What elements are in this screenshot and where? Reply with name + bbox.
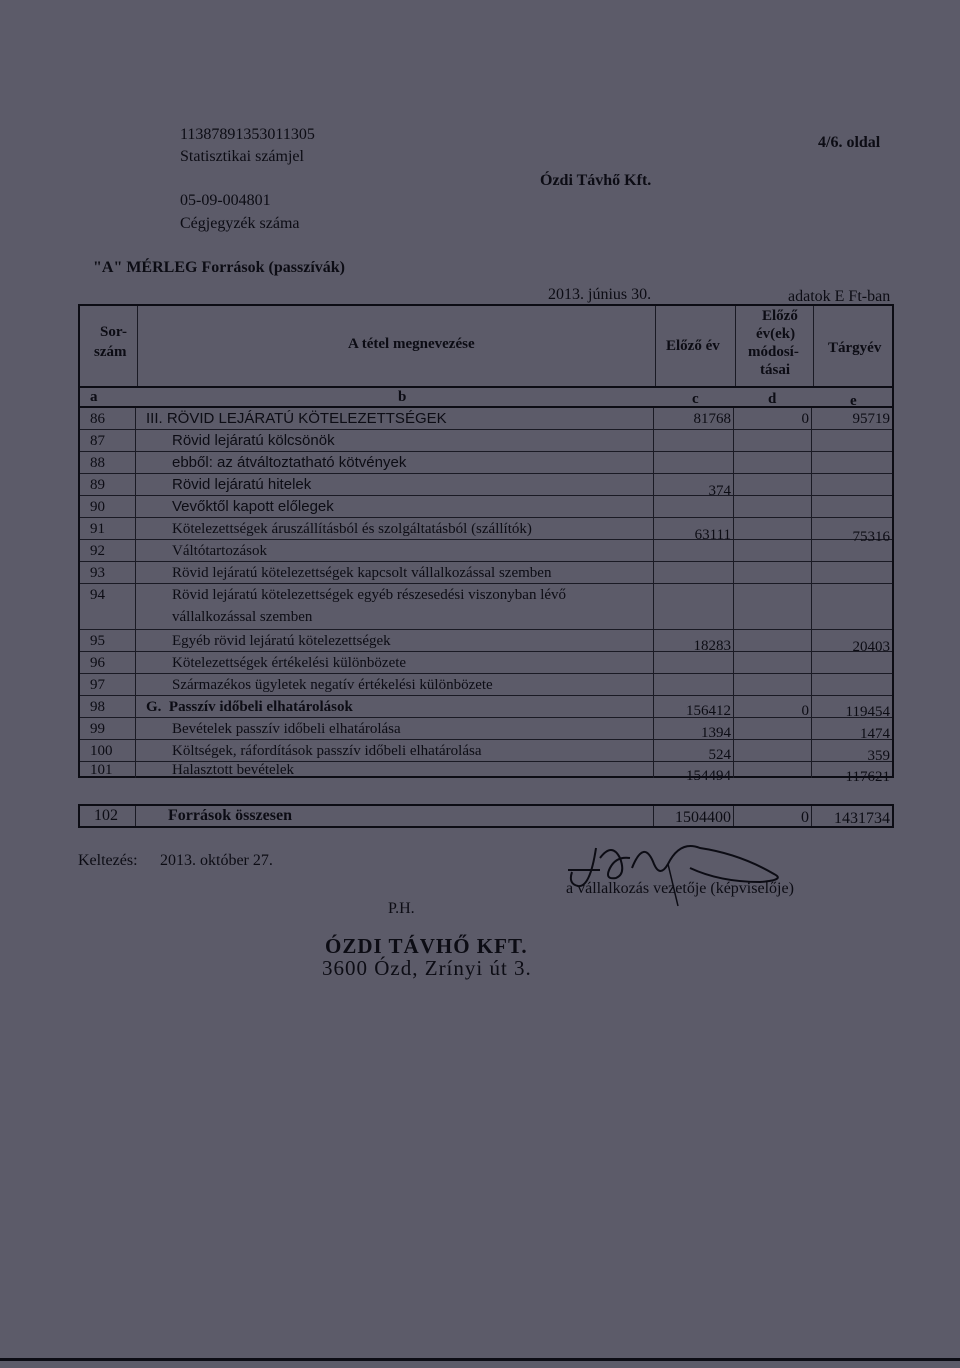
row-curr-value [811,584,892,629]
row-curr-value [811,474,892,495]
col-header-curr-label: Tárgyév [828,340,882,356]
row-prev-value: 1394 [653,718,733,739]
table-row [80,518,892,545]
row-name: Származékos ügyletek negatív értékelési különbözete [172,677,493,693]
table-row [80,740,892,762]
row-name: Halasztott bevételek [172,762,295,778]
row-prev-value: 374 [653,474,733,495]
ph-label: P.H. [388,900,415,917]
table-row [80,674,892,696]
table-header [78,304,894,388]
row-curr-value: 95719 [811,408,892,429]
row-name: ebből: az átváltoztatható kötvények [172,454,407,471]
row-number: 91 [80,518,136,539]
row-mod-value [733,430,811,451]
row-number: 94 [80,584,136,629]
table-row [80,540,892,562]
col-header-mod [735,306,813,388]
row-curr-value: 119454 [811,696,892,717]
row-number: 97 [80,674,136,695]
row-prev-value [653,496,733,517]
stamp-line1: ÓZDI TÁVHŐ KFT. [325,934,528,958]
row-mod-value [733,562,811,583]
row-prev-value [653,562,733,583]
row-name: Váltótartozások [172,543,267,559]
row-number: 96 [80,652,136,673]
table-body [78,406,894,785]
row-mod-value [733,718,811,739]
col-header-name: A tétel megnevezése [348,336,475,352]
table-row [80,762,892,785]
col-header-num-line2: szám [94,344,127,360]
row-curr-value [811,430,892,451]
table-row [80,452,892,474]
row-name: Bevételek passzív időbeli elhatárolása [172,721,401,737]
date-label: Keltezés: [78,852,138,869]
col-header-num-line1: Sor- [100,324,127,340]
row-prev-value: 156412 [653,696,733,717]
table-row [80,408,892,430]
row-prev-value [653,540,733,561]
row-prev-value [653,452,733,473]
row-number: 86 [80,408,136,429]
company-name: Ózdi Távhő Kft. [540,172,652,189]
row-mod-value [733,652,811,673]
date-value: 2013. október 27. [160,852,273,869]
row-number: 93 [80,562,136,583]
company-reg-number: 05-09-004801 [180,192,271,209]
row-number: 99 [80,718,136,739]
row-mod-value: 0 [733,408,811,429]
row-curr-value: 75316 [811,518,892,539]
row-label: Rövid lejáratú kötelezettségek egyéb részesedési viszonyban lévő [172,587,567,603]
row-name: Költségek, ráfordítások passzív időbeli elhatárolása [172,743,482,759]
row-mod-value [733,496,811,517]
row-prev-value: 154494 [653,762,733,778]
row-mod-value [733,474,811,495]
stamp-line2: 3600 Ózd, Zrínyi út 3. [322,956,532,980]
units-label: adatok E Ft-ban [788,288,891,305]
signer-label: a vállalkozás vezetője (képviselője) [566,880,794,897]
row-curr-value: 359 [811,740,892,761]
row-number: 101 [80,762,136,778]
row-prev-value: 81768 [653,408,733,429]
row-mod-value [733,674,811,695]
table-row [80,652,892,674]
row-name [138,408,739,429]
row-curr-value [811,540,892,561]
row-prev-value [653,652,733,673]
stat-label: Statisztikai számjel [180,148,304,165]
col-header-curr [813,306,892,388]
col-header-mod-line4: tásai [760,362,790,378]
table-row [80,584,892,630]
row-curr-value: 117621 [811,762,892,778]
letter-row [78,386,894,408]
row-number: 88 [80,452,136,473]
total-label: Források összesen [168,807,292,824]
table-row [80,562,892,584]
row-name [138,696,739,717]
row-prev-value: 524 [653,740,733,761]
letter-d: d [768,391,777,407]
row-prev-value [653,430,733,451]
table-row [80,718,892,740]
letter-b: b [398,389,407,405]
row-name: Rövid lejáratú kötelezettségek kapcsolt vállalkozással szemben [172,565,552,581]
row-mod-value [733,518,811,539]
row-mod-value [733,452,811,473]
row-mod-value [733,630,811,651]
letter-e: e [850,393,857,409]
row-number: 92 [80,540,136,561]
table-row [80,430,892,452]
row-label: RÖVID LEJÁRATÚ KÖTELEZETTSÉGEK [166,410,447,427]
row-curr-value [811,452,892,473]
col-header-mod-line2: év(ek) [756,326,796,342]
row-curr-value [811,562,892,583]
row-mod-value [733,740,811,761]
row-prev-value: 63111 [653,518,733,539]
row-number: 98 [80,696,136,717]
col-header-mod-line3: módosí- [748,344,799,360]
letter-a: a [90,389,98,405]
row-curr-value: 1474 [811,718,892,739]
row-name: Rövid lejáratú kölcsönök [172,432,335,449]
col-header-prev [655,306,735,388]
row-prev-value: 18283 [653,630,733,651]
table-row [80,474,892,499]
report-date: 2013. június 30. [548,286,652,303]
row-prefix: III. [146,410,163,427]
scan-border [0,1358,960,1361]
row-curr-value [811,652,892,673]
table-row [80,496,892,518]
row-prev-value [653,674,733,695]
total-number: 102 [80,806,136,826]
row-number: 87 [80,430,136,451]
row-prev-value [653,584,733,629]
total-prev-value: 1504400 [653,806,733,826]
row-mod-value [733,584,811,629]
company-reg-label: Cégjegyzék száma [180,215,300,232]
row-label: Passzív időbeli elhatárolások [168,699,353,715]
row-number: 89 [80,474,136,495]
col-header-prev-label: Előző év [666,338,720,354]
report-title: "A" MÉRLEG Források (passzívák) [93,259,345,276]
row-number: 100 [80,740,136,761]
table-row [80,696,892,718]
stat-number: 11387891353011305 [180,126,315,143]
page-indicator: 4/6. oldal [818,134,881,151]
table-row [80,630,892,655]
row-mod-value [733,540,811,561]
letter-c: c [692,391,699,407]
row-label-line2: vállalkozással szemben [172,609,313,625]
total-curr-value: 1431734 [811,806,892,826]
row-number: 90 [80,496,136,517]
row-number: 95 [80,630,136,651]
row-curr-value: 20403 [811,630,892,651]
row-curr-value [811,496,892,517]
signature [560,828,810,908]
total-mod-value: 0 [733,806,811,826]
row-name: Egyéb rövid lejáratú kötelezettségek [172,633,391,649]
row-name: Kötelezettségek áruszállításból és szolgáltatásból (szállítók) [172,521,532,537]
row-name: Rövid lejáratú hitelek [172,476,312,493]
total-row [78,804,894,828]
col-header-mod-line1: Előző [762,308,798,324]
row-mod-value: 0 [733,696,811,717]
row-name: Kötelezettségek értékelési különbözete [172,655,407,671]
col-header-num [80,306,138,388]
row-mod-value [733,762,811,778]
row-curr-value [811,674,892,695]
row-name: Vevőktől kapott előlegek [172,498,334,515]
row-prefix: G. [146,699,162,715]
